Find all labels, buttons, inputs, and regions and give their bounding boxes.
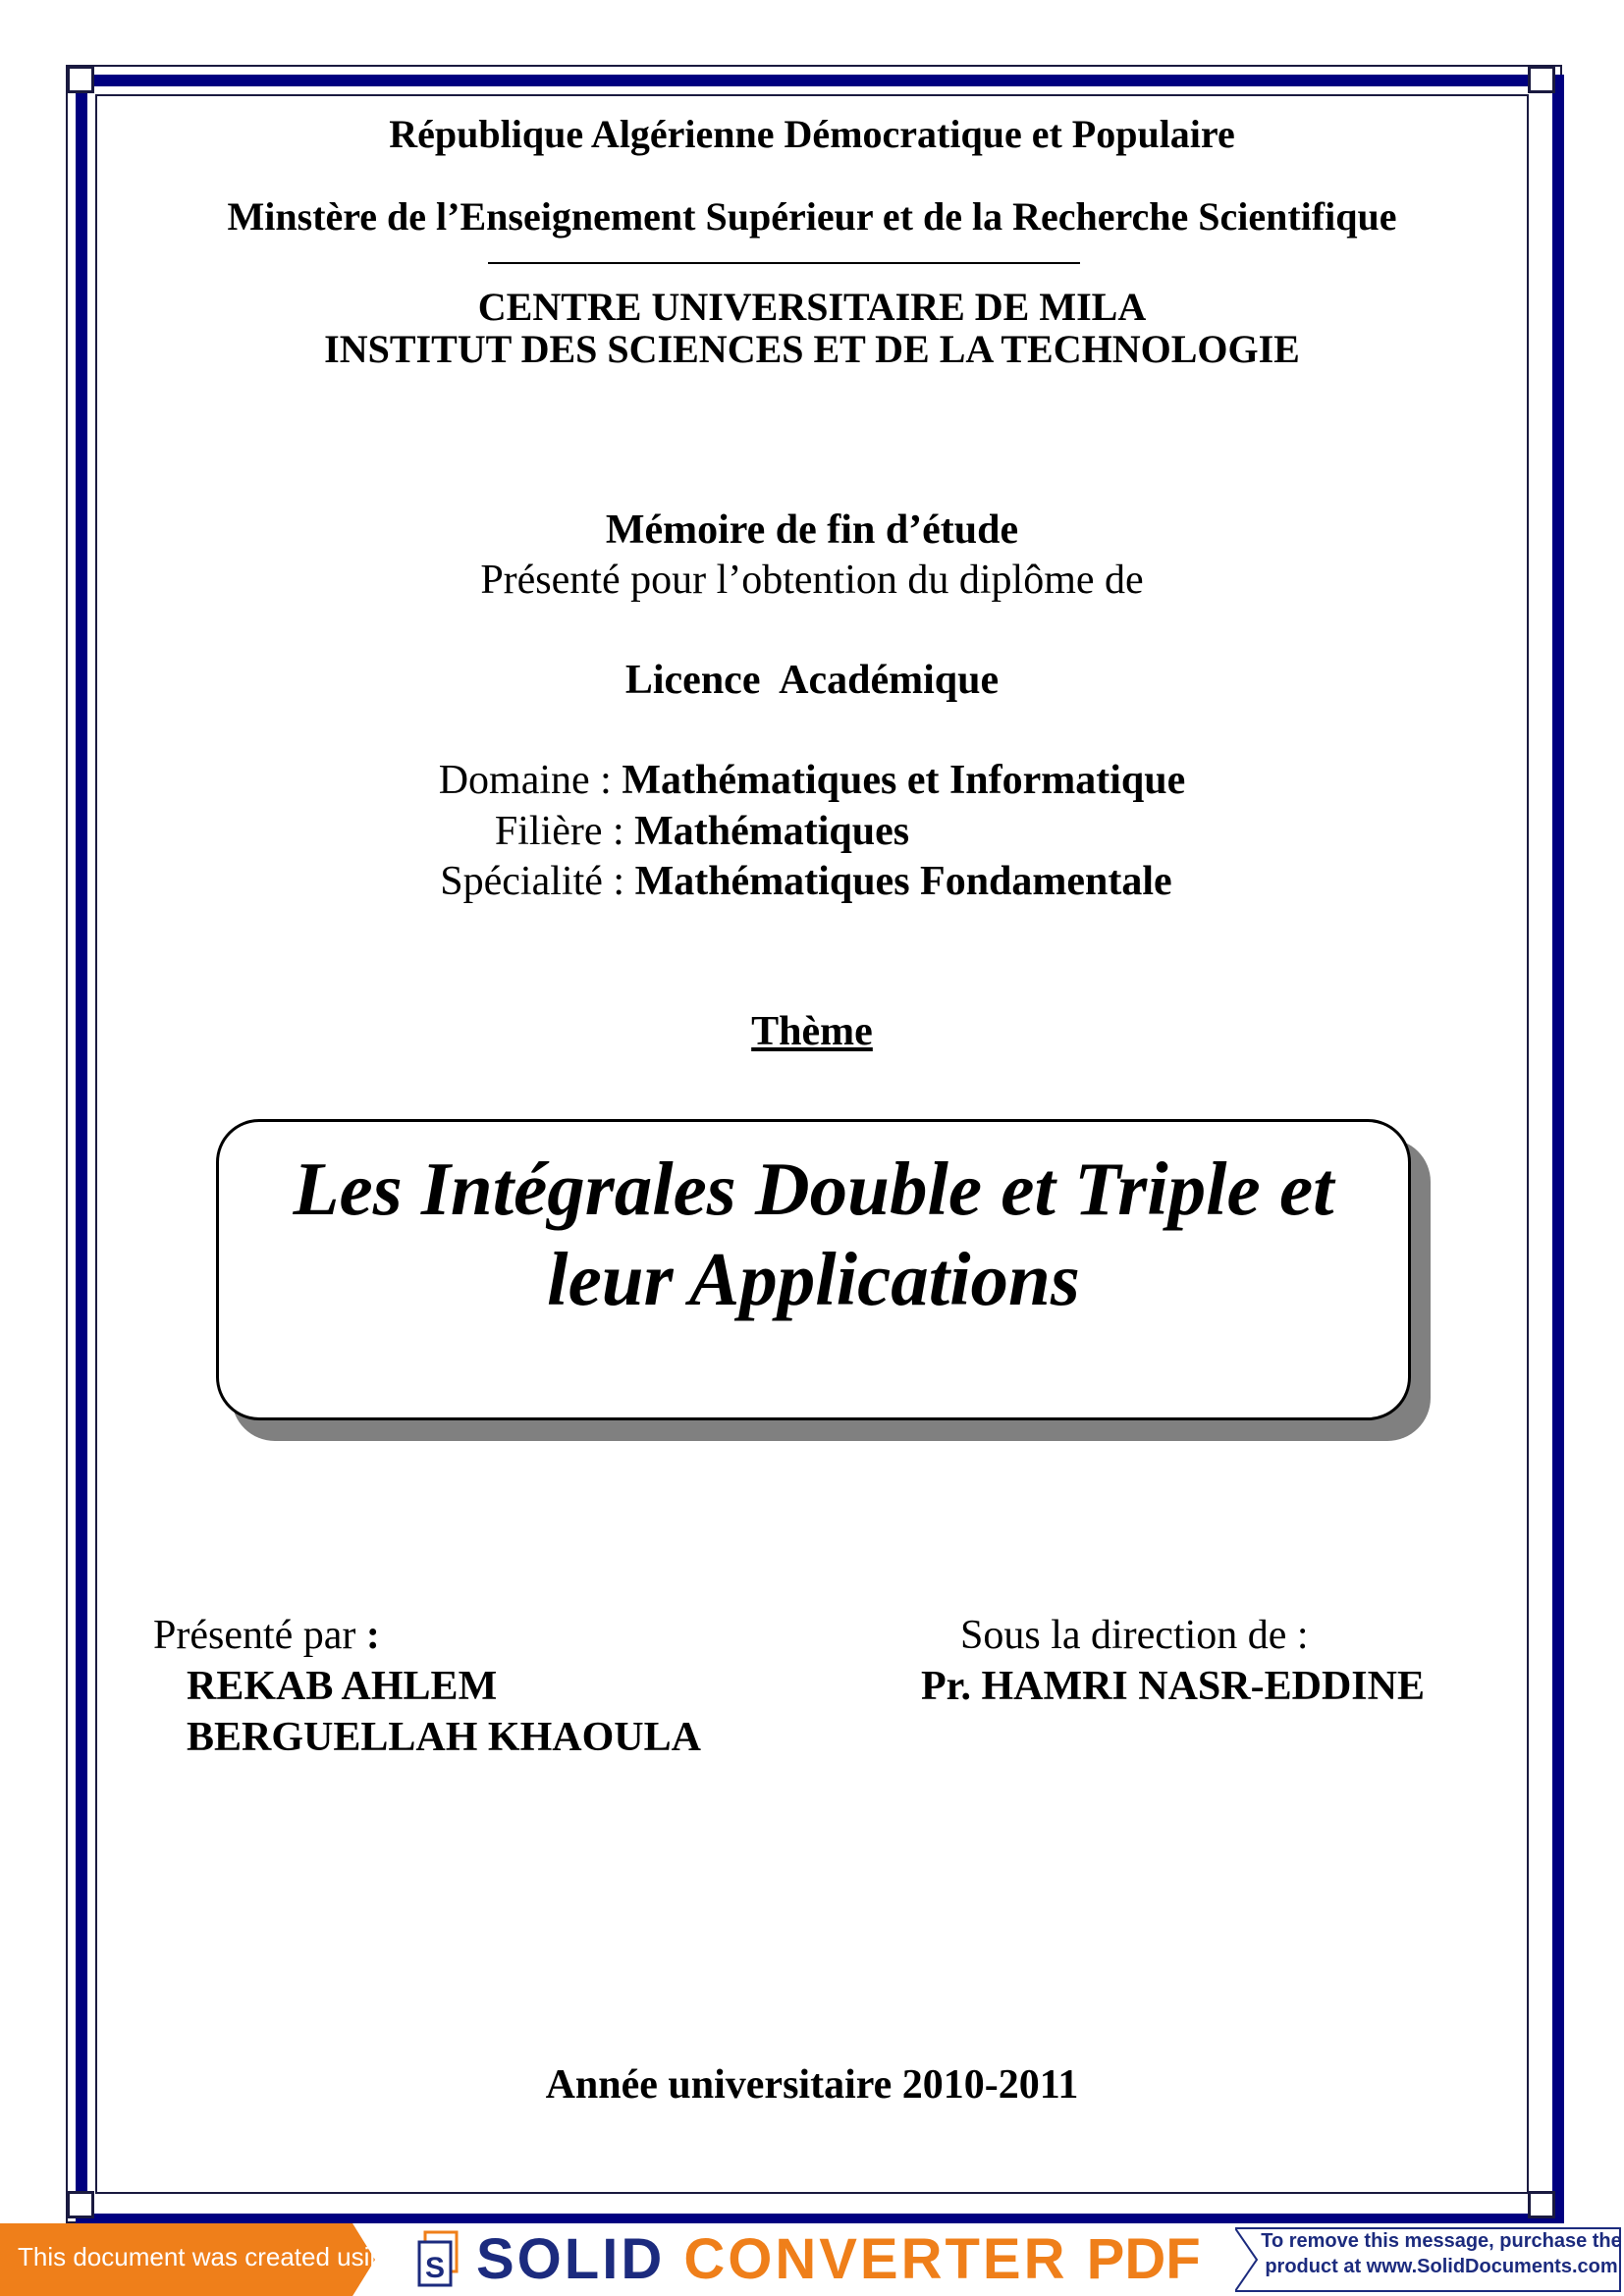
theme-title <box>216 1144 1411 1324</box>
corner-ornament-top-left <box>67 66 94 93</box>
specialty-value: Mathématiques Fondamentale <box>634 859 1172 904</box>
domain-value: Mathématiques et Informatique <box>622 758 1186 803</box>
authors-label-line <box>153 1610 701 1661</box>
specialty-label: Spécialité : <box>440 859 635 904</box>
memoir-subheading: Présenté pour l’obtention du diplôme de <box>480 558 1144 603</box>
authors-label: Présenté par <box>153 1613 366 1658</box>
domain-label: Domaine : <box>438 758 623 803</box>
institute-name: INSTITUT DES SCIENCES ET DE LA TECHNOLOGIE <box>324 327 1300 371</box>
specialty-line <box>0 857 1618 906</box>
authors-colon: : <box>365 1613 380 1658</box>
authors-block <box>153 1610 701 1763</box>
watermark-notice-line-1: To remove this message, purchase the <box>1261 2230 1622 2252</box>
author-name: REKAB AHLEM <box>187 1664 498 1709</box>
republic-title: République Algérienne Démocratique et Populaire <box>389 112 1235 156</box>
field-line <box>0 807 1514 856</box>
degree-title: Licence Académique <box>624 658 1000 703</box>
theme-title-line-1: Les Intégrales Double et Triple et <box>293 1147 1334 1231</box>
theme-title-line-2: leur Applications <box>547 1237 1080 1321</box>
supervisor-label: Sous la direction de : <box>960 1613 1309 1658</box>
author-name: BERGUELLAH KHAOULA <box>187 1715 701 1760</box>
corner-ornament-top-right <box>1528 66 1555 93</box>
theme-label: Thème <box>751 1009 873 1054</box>
watermark-notice[interactable] <box>1259 2228 1624 2279</box>
field-value: Mathématiques <box>634 809 910 854</box>
corner-ornament-bottom-right <box>1528 2191 1555 2218</box>
watermark-created-text: This document was created using <box>18 2242 399 2271</box>
university-name: CENTRE UNIVERSITAIRE DE MILA <box>477 285 1147 329</box>
corner-ornament-bottom-left <box>67 2191 94 2218</box>
academic-year: Année universitaire 2010-2011 <box>545 2062 1079 2108</box>
header-divider <box>488 262 1080 264</box>
field-label: Filière : <box>494 809 635 854</box>
watermark-notice-line-2: product at www.SolidDocuments.com <box>1265 2256 1618 2277</box>
svg-text:S: S <box>424 2252 446 2284</box>
ministry-title: Minstère de l’Enseignement Supérieur et de la Recherche Scientifique <box>227 194 1397 239</box>
brand-converter: CONVERTER <box>683 2227 1068 2291</box>
brand-pdf: PDF <box>1086 2227 1201 2291</box>
supervisor-name: Pr. HAMRI NASR-EDDINE <box>921 1664 1425 1709</box>
watermark-brand <box>476 2226 1201 2292</box>
document-s-icon <box>417 2230 462 2289</box>
domain-line <box>0 756 1624 805</box>
memoir-heading: Mémoire de fin d’étude <box>605 507 1019 553</box>
brand-solid: SOLID <box>476 2227 666 2291</box>
